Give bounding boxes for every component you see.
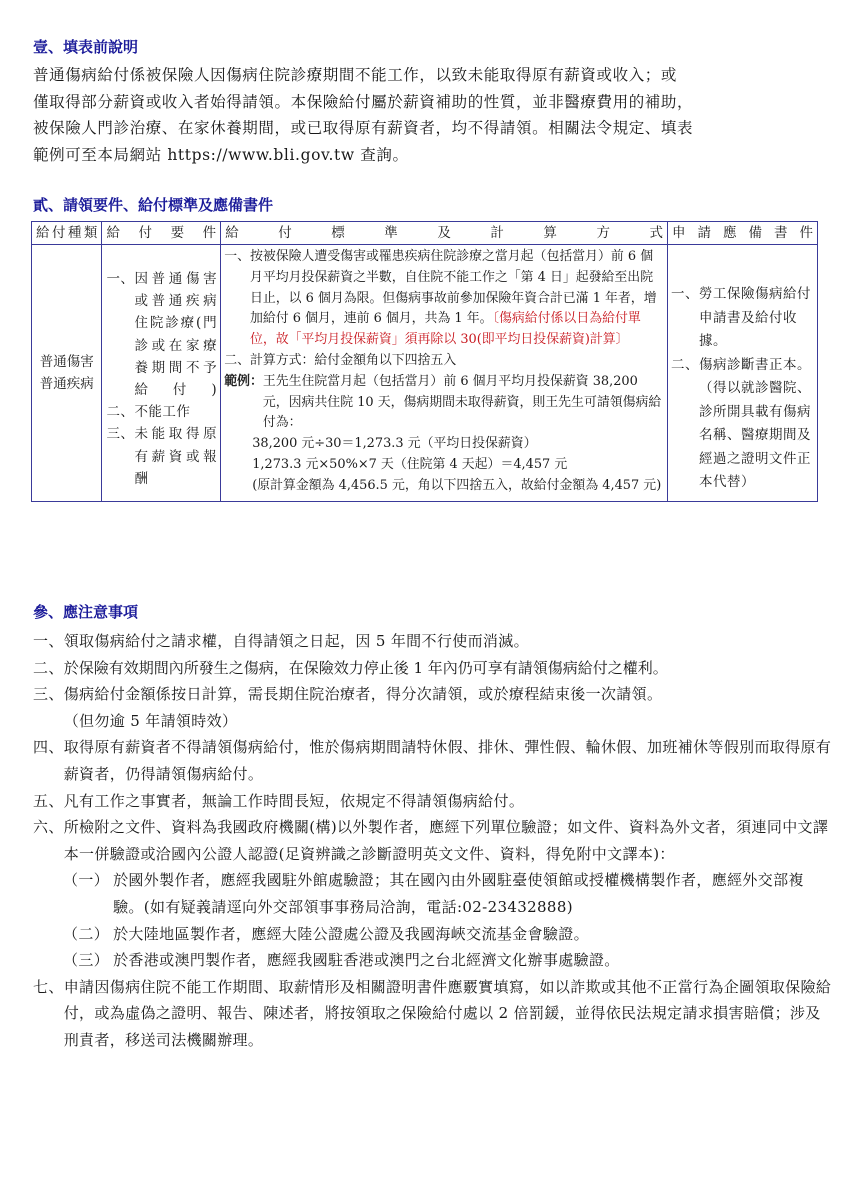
note-mark: 一、 xyxy=(33,632,64,650)
note-item xyxy=(33,628,833,655)
note-extra: （但勿逾 5 年請領時效） xyxy=(63,711,238,730)
calc-item-1 xyxy=(224,247,663,351)
example-text: 王先生住院當月起（包括當月）前 6 個月平均月投保薪資 38,200 元，因病共住院 10 天，傷病期間未取得薪資，則王先生可請領傷病給付為： xyxy=(262,373,662,431)
document-item xyxy=(671,283,814,354)
note-item xyxy=(33,788,833,815)
table-header-row xyxy=(32,222,818,245)
calc-item-2: 二、計算方式：給付金額角以下四捨五入 xyxy=(224,352,457,368)
calc-example xyxy=(224,372,663,434)
requirement-text: 未能取得原有薪資或報酬 xyxy=(134,426,218,487)
requirement-text: 不能工作 xyxy=(134,404,191,421)
formula-2: 1,273.3 元×50%×7 天（住院第 4 天起）＝4,457 元 xyxy=(252,456,568,472)
sub-text: 於國外製作者，應經我國駐外館處驗證；其在國內由外國駐臺使領館或授權機構製作者，應經外交部複驗。(如有疑義請逕向外交部領事事務局洽詢，電話:02-23432888) xyxy=(113,871,804,916)
table-row xyxy=(32,245,818,502)
note-text: 於保險有效期間內所發生之傷病，在保險效力停止後 1 年內仍可享有請領傷病給付之權利。 xyxy=(63,658,668,677)
instructions-line: 範例可至本局網站 https://www.bli.gov.tw 查詢。 xyxy=(33,145,409,164)
document-mark: 一、 xyxy=(671,286,700,302)
note-mark: 五、 xyxy=(33,791,64,810)
note-sub-item xyxy=(33,947,833,974)
header-documents: 申請應備書件 xyxy=(668,222,818,245)
formula-1: 38,200 元÷30＝1,273.3 元（平均日投保薪資） xyxy=(252,436,537,452)
requirement-item xyxy=(106,423,217,490)
sub-text: 於大陸地區製作者，應經大陸公證處公證及我國海峽交流基金會驗證。 xyxy=(113,924,589,943)
header-benefit-kind: 給付種類 xyxy=(32,222,102,245)
requirements-cell xyxy=(102,245,221,502)
document-text: 傷病診斷書正本。（得以就診醫院、診所開具載有傷病名稱、醫療期間及經過之證明文件正本代替） xyxy=(699,356,812,490)
requirement-mark: 二、 xyxy=(106,404,135,421)
notes-list xyxy=(33,628,833,1054)
instructions-line: 普通傷病給付係被保險人因傷病住院診療期間不能工作，以致未能取得原有薪資或收入；或 xyxy=(33,66,678,84)
section-title-requirements: 貳、請領要件、給付標準及應備書件 xyxy=(33,196,274,214)
sub-text: 於香港或澳門製作者，應經我國駐香港或澳門之台北經濟文化辦事處驗證。 xyxy=(113,951,620,970)
document-text: 勞工保險傷病給付申請書及給付收據。 xyxy=(699,286,812,349)
documents-cell xyxy=(668,245,818,502)
calc-red-note: 〔傷病給付係以日為給付單位，故「平均月投保薪資」須再除以 30(即平均日投保薪資)計算〕 xyxy=(249,311,641,348)
note-sub-item xyxy=(33,921,833,948)
note-item xyxy=(33,734,833,787)
note-item xyxy=(33,814,833,867)
note-sub-item xyxy=(33,867,833,920)
requirement-item xyxy=(106,401,217,423)
note-mark: 三、 xyxy=(33,685,64,704)
requirement-mark: 三、 xyxy=(106,426,135,443)
sub-mark: （二） xyxy=(63,924,110,943)
example-label: 範例： xyxy=(224,373,263,389)
document-mark: 二、 xyxy=(671,356,700,373)
note-text: 申請因傷病住院不能工作期間、取薪情形及相關證明書件應覈實填寫，如以詐欺或其他不正當行為企圖領取保險給付，或為虛偽之證明、報告、陳述者，將按領取之保險給付處以 2 倍罰鍰，並得依民法規定請求損害賠償；涉及刑責者，移送司法機關辦理。 xyxy=(63,977,832,1049)
calculation-cell xyxy=(221,245,668,502)
calc-item-1-mark: 一、 xyxy=(224,249,250,264)
benefit-kind-cell xyxy=(32,245,102,502)
note-mark: 七、 xyxy=(33,977,64,996)
sub-mark: （三） xyxy=(63,951,110,970)
note-text: 傷病給付金額係按日計算，需長期住院治療者，得分次請領，或於療程結束後一次請領。 xyxy=(63,685,663,704)
note-item xyxy=(33,681,833,734)
requirement-item xyxy=(106,268,217,401)
note-text: 取得原有薪資者不得請領傷病給付，惟於傷病期間請特休假、排休、彈性假、輪休假、加班補休等假別而取得原有薪資者，仍得請領傷病給付。 xyxy=(63,738,832,783)
sub-mark: （一） xyxy=(63,871,110,890)
document-item xyxy=(671,354,814,495)
note-text: 所檢附之文件、資料為我國政府機關(構)以外製作者，應經下列單位驗證；如文件、資料為外文者，須連同中文譯本一併驗證或洽國內公證人認證(足資辨識之診斷證明英文文件、資料，得免附中文譯本)： xyxy=(63,818,829,863)
note-mark: 四、 xyxy=(33,738,64,757)
calc-item-1-text: 按被保險人遭受傷害或罹患疾病住院診療之當月起（包括當月）前 6 個月平均月投保薪資之半數，自住院不能工作之「第 4 日」起發給至出院日止，以 6 個月為限。但傷病事故前參加保險年資合計已滿 1 年者，增加給付 6 個月，連前 6 個月，共為 1 年。 xyxy=(249,249,657,327)
benefit-kind-injury: 普通傷害 xyxy=(39,353,94,370)
instructions-line: 被保險人門診治療、在家休養期間，或已取得原有薪資者，均不得請領。相關法令規定、填表 xyxy=(33,119,694,137)
benefit-table xyxy=(31,221,818,502)
formula-3: (原計算金額為 4,456.5 元，角以下四捨五入，故給付金額為 4,457 元) xyxy=(252,477,662,493)
note-text: 凡有工作之事實者，無論工作時間長短，依規定不得請領傷病給付。 xyxy=(63,791,525,810)
section-title-notes: 參、應注意事項 xyxy=(33,603,139,621)
header-calculation: 給付標準及計算方式 xyxy=(221,222,668,245)
benefit-kind-illness: 普通疾病 xyxy=(39,375,94,392)
note-text: 領取傷病給付之請求權，自得請領之日起，因 5 年間不行使而消滅。 xyxy=(63,632,529,650)
header-requirements: 給付要件 xyxy=(102,222,221,245)
requirement-text: 因普通傷害或普通疾病住院診療(門診或在家療養期間不予給付) xyxy=(134,271,218,399)
note-mark: 六、 xyxy=(33,818,64,837)
instructions-line: 僅取得部分薪資或收入者始得請領。本保險給付屬於薪資補助的性質，並非醫療費用的補助， xyxy=(33,92,694,111)
instructions-paragraph xyxy=(33,62,823,168)
note-item xyxy=(33,974,833,1054)
note-mark: 二、 xyxy=(33,658,64,677)
section-title-instructions: 壹、填表前說明 xyxy=(33,38,139,56)
requirement-mark: 一、 xyxy=(106,271,135,287)
note-item xyxy=(33,655,833,682)
